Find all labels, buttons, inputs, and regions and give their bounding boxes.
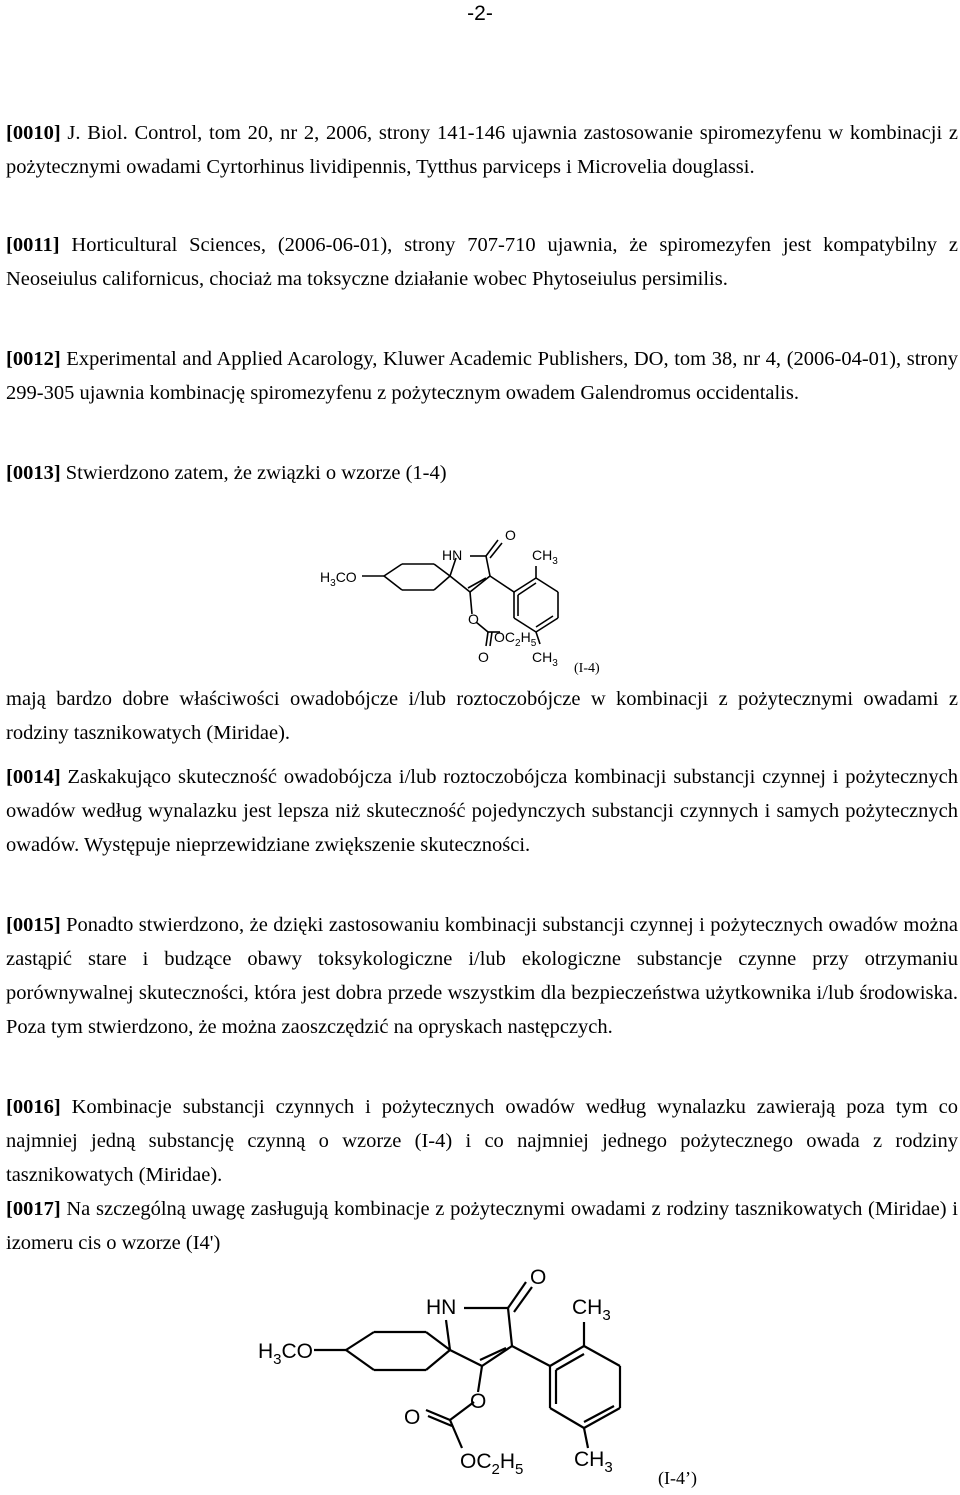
atom-ch3-top: $CH_3$: [572, 1296, 611, 1324]
formula-label: (I-4’): [658, 1468, 697, 1488]
chemical-formula-i4: [310, 520, 610, 680]
paragraph-text: Stwierdzono zatem, że związki o wzorze (1-4): [65, 462, 447, 484]
paragraph-id: [0012]: [6, 348, 61, 370]
paragraph-text: J. Biol. Control, tom 20, nr 2, 2006, strony 141-146 ujawnia zastosowanie spiromezyfenu w kombinacji z pożytecznymi owadami Cyrtorhinus lividipennis, Tytthus parviceps i Microvelia douglassi.: [6, 122, 958, 178]
paragraph-id: [0015]: [6, 914, 61, 936]
paragraph-text: Na szczególną uwagę zasługują kombinacje z pożytecznymi owadami z rodziny tasznikowatych (Miridae) i izomeru cis o wzorze (I4'): [6, 1198, 959, 1254]
paragraph-0016: [6, 1090, 958, 1192]
atom-h3co: $H_3CO$: [258, 1340, 314, 1368]
atom-o-mid: O: [468, 611, 479, 627]
paragraph-continuation: [6, 682, 958, 750]
atom-ch3-bottom: $CH_3$: [532, 649, 558, 669]
atom-o-mid: O: [470, 1390, 487, 1413]
paragraph-0014: [6, 760, 958, 862]
paragraph-text: Experimental and Applied Acarology, Kluwer Academic Publishers, DO, tom 38, nr 4, (2006-04-01), strony 299-305 ujawnia kombinację spiromezyfenu z pożytecznym owadem Galendromus occidentalis.: [6, 348, 959, 404]
paragraph-text: Ponadto stwierdzono, że dzięki zastosowaniu kombinacji substancji czynnej i pożytecznych owadów można zastąpić stare i budzące obawy toksykologiczne i/lub ekologiczne substancje czynne przy otrzymaniu porównywalnej skuteczności, która jest dobra przede wszystkim dla bezpieczeństwa użytkownika i/lub środowiska. Poza tym stwierdzono, że można zaoszczędzić na opryskach następczych.: [6, 914, 959, 1038]
paragraph-id: [0011]: [6, 234, 60, 256]
paragraph-text: mają bardzo dobre właściwości owadobójcze i/lub roztoczobójcze w kombinacji z pożytecznymi owadami z rodziny tasznikowatych (Miridae).: [6, 688, 958, 744]
paragraph-text: Horticultural Sciences, (2006-06-01), strony 707-710 ujawnia, że spiromezyfen jest kompatybilny z Neoseiulus californicus, chociaż ma toksyczne działanie wobec Phytoseiulus persimilis.: [6, 234, 958, 290]
paragraph-0012: [6, 342, 958, 410]
paragraph-id: [0013]: [6, 462, 61, 484]
formula-i4-prime-structure: [250, 1262, 720, 1490]
paragraph-id: [0017]: [6, 1198, 61, 1220]
atom-ch3-bottom: $CH_3$: [574, 1448, 613, 1476]
atom-hn: HN: [426, 1296, 457, 1319]
atom-o-top: O: [530, 1266, 547, 1289]
paragraph-0015: [6, 908, 958, 1044]
page-number: -2-: [467, 2, 493, 25]
paragraph-0010: [6, 116, 958, 184]
atom-ch3-top: $CH_3$: [532, 547, 558, 567]
paragraph-id: [0014]: [6, 766, 61, 788]
chemical-formula-i4-prime: [250, 1262, 720, 1490]
atom-oc2h5: $OC_2H_5$: [494, 629, 537, 649]
atom-o-bottom: O: [478, 649, 489, 665]
paragraph-id: [0016]: [6, 1096, 61, 1118]
paragraph-text: Zaskakująco skuteczność owadobójcza i/lub roztoczobójcza kombinacji substancji czynnej i pożytecznych owadów według wynalazku jest lepsza niż skuteczność pojedynczych substancji czynnych i samych pożytecznych owadów. Występuje nieprzewidziane zwiększenie skuteczności.: [6, 766, 959, 856]
formula-i4-structure: [310, 520, 610, 680]
atom-h3co: $H_3CO$: [320, 569, 357, 589]
paragraph-0011: [6, 228, 958, 296]
atom-o-left: O: [404, 1406, 421, 1429]
paragraph-0017: [6, 1192, 958, 1260]
formula-label: (I-4): [574, 661, 600, 676]
paragraph-id: [0010]: [6, 122, 61, 144]
paragraph-text: Kombinacje substancji czynnych i pożytecznych owadów według wynalazku zawierają poza tym co najmniej jedną substancję czynną o wzorze (I-4) i co najmniej jednego pożytecznego owada z rodziny tasznikowatych (Miridae).: [6, 1096, 959, 1186]
paragraph-0013: [6, 456, 958, 490]
atom-hn: HN: [442, 547, 463, 563]
atom-oc2h5: $OC_2H_5$: [460, 1450, 524, 1478]
atom-o-top: O: [505, 527, 516, 543]
